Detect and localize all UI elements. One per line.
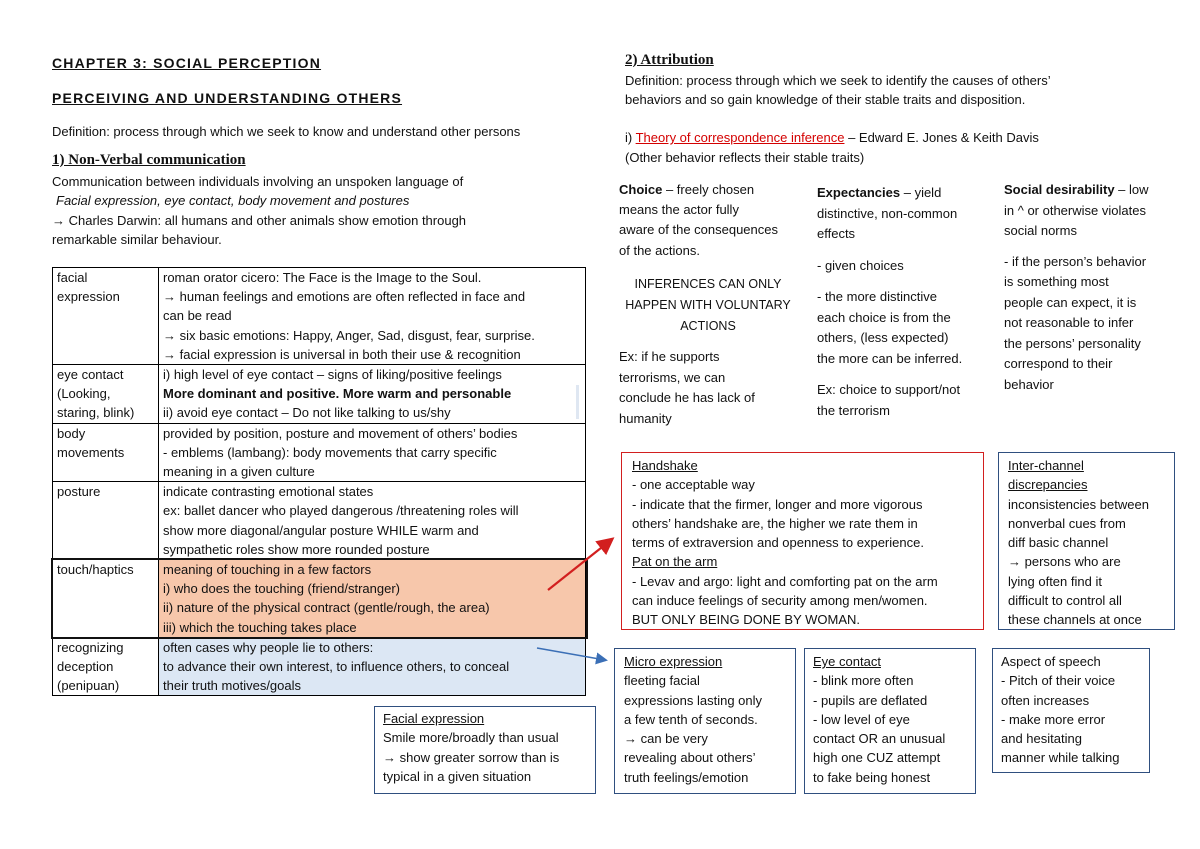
box-line: manner while talking <box>1001 750 1120 766</box>
content-line: iii) which the touching takes place <box>163 619 357 635</box>
box-line: - make more error <box>1001 711 1106 727</box>
box-line: diff basic channel <box>1008 535 1109 551</box>
label-line: (penipuan) <box>57 678 120 694</box>
label-line: facial <box>57 270 88 285</box>
box-line: can induce feelings of security among men/women. <box>632 593 928 609</box>
expect-text: – yield <box>900 185 942 200</box>
choice-line: aware of the consequences <box>619 222 778 237</box>
theory-note: (Other behavior reflects their stable traits) <box>625 150 865 165</box>
box-line: to fake being honest <box>813 769 931 785</box>
choice-example-line: Ex: if he supports <box>619 349 720 364</box>
expect-example-line: the terrorism <box>817 402 890 418</box>
box-line: a few tenth of seconds. <box>624 711 758 727</box>
box-line: - Levav and argo: light and comforting pat on the arm <box>632 573 938 589</box>
content-line: More dominant and positive. More warm and personable <box>163 386 512 402</box>
choice-term: Choice <box>619 182 663 197</box>
content-line: roman orator cicero: The Face is the Image to the Soul. <box>163 270 482 285</box>
box-line: → persons who are <box>1008 554 1121 570</box>
content-line: ex: ballet dancer who played dangerous /threatening roles will <box>163 503 519 519</box>
label-line: movements <box>57 444 125 460</box>
nonverbal-desc-4: remarkable similar behaviour. <box>52 232 222 247</box>
expect-distinct-line: each choice is from the <box>817 309 951 325</box>
box-line: fleeting facial <box>624 673 700 689</box>
expect-distinct-line: the more can be inferred. <box>817 350 963 366</box>
label-line: body <box>57 425 86 441</box>
choice-example-line: terrorisms, we can <box>619 369 726 385</box>
caps-line: HAPPEN WITH VOLUNTARY <box>625 298 791 312</box>
attribution-def-2: behaviors and so gain knowledge of their stable traits and disposition. <box>625 92 1026 107</box>
content-line: ii) nature of the physical contract (gentle/rough, the area) <box>163 600 490 616</box>
red-arrow <box>548 540 611 590</box>
expect-given: - given choices <box>817 257 904 273</box>
theory-authors: – Edward E. Jones & Keith Davis <box>844 130 1039 145</box>
label-line: posture <box>57 484 101 500</box>
nonverbal-heading: 1) Non-Verbal communication <box>52 152 246 168</box>
perception-definition: Definition: process through which we seek to know and understand other persons <box>52 124 521 139</box>
social-line: in ^ or otherwise violates <box>1004 202 1146 218</box>
social-body-line: people can expect, it is <box>1004 294 1137 310</box>
social-text: – low <box>1114 182 1149 197</box>
expect-distinct-line: - the more distinctive <box>817 289 937 304</box>
content-line: - emblems (lambang): body movements that carry specific <box>163 444 497 460</box>
choice-example-line: conclude he has lack of <box>619 390 755 405</box>
box-line: - indicate that the firmer, longer and more vigorous <box>632 496 923 512</box>
expect-example-line: Ex: choice to support/not <box>817 382 961 397</box>
artifact-mark <box>576 385 579 419</box>
content-line: i) who does the touching (friend/stranger) <box>163 581 401 597</box>
box-line: inconsistencies between <box>1008 496 1149 512</box>
box-line: high one CUZ attempt <box>813 750 941 766</box>
expect-distinct-line: others, (less expected) <box>817 330 949 345</box>
box-line: and hesitating <box>1001 731 1082 747</box>
choice-line: of the actions. <box>619 242 700 258</box>
expect-line: effects <box>817 226 856 241</box>
content-line: show more diagonal/angular posture WHILE warm and <box>163 522 479 538</box>
box-line: expressions lasting only <box>624 692 763 708</box>
content-line: → six basic emotions: Happy, Anger, Sad, disgust, fear, surprise. <box>163 327 535 343</box>
box-line: truth feelings/emotion <box>624 769 749 785</box>
box-line: these channels at once <box>1008 612 1142 628</box>
content-line: often cases why people lie to others: <box>163 639 374 655</box>
box-title: Micro expression <box>624 654 723 669</box>
box-title: Aspect of speech <box>1001 654 1101 669</box>
content-line: sympathetic roles show more rounded posture <box>163 541 430 557</box>
social-body-line: not reasonable to infer <box>1004 315 1134 330</box>
box-title: discrepancies <box>1008 477 1088 493</box>
content-line: their truth motives/goals <box>163 678 302 694</box>
attribution-heading: 2) Attribution <box>625 52 714 68</box>
choice-text: – freely chosen <box>662 182 755 197</box>
label-line: touch/haptics <box>57 562 134 578</box>
content-line: meaning in a given culture <box>163 464 315 480</box>
box-title: Inter-channel <box>1008 458 1084 473</box>
caps-line: INFERENCES CAN ONLY <box>634 277 782 291</box>
box-line: → can be very <box>624 731 708 747</box>
content-line: provided by position, posture and movement of others’ bodies <box>163 425 518 441</box>
nonverbal-desc-2: Facial expression, eye contact, body movement and postures <box>56 193 410 208</box>
label-line: (Looking, <box>57 386 111 402</box>
label-line: staring, blink) <box>57 405 135 421</box>
expect-term: Expectancies <box>817 185 901 200</box>
content-line: → facial expression is universal in both their use & recognition <box>163 346 521 362</box>
box-line: typical in a given situation <box>383 768 532 784</box>
content-line: to advance their own interest, to influence others, to conceal <box>163 659 510 675</box>
box-title: Facial expression <box>383 711 485 726</box>
expect-line: distinctive, non-common <box>817 205 958 221</box>
chapter-title: CHAPTER 3: SOCIAL PERCEPTION <box>52 55 322 71</box>
content-line: i) high level of eye contact – signs of liking/positive feelings <box>163 367 502 383</box>
attribution-def-1: Definition: process through which we seek to identify the causes of others’ <box>625 73 1051 88</box>
content-line: meaning of touching in a few factors <box>163 562 372 578</box>
social-body-line: behavior <box>1004 376 1054 392</box>
box-line: - blink more often <box>813 673 914 689</box>
choice-example-line: humanity <box>619 410 672 426</box>
box-line: BUT ONLY BEING DONE BY WOMAN. <box>632 612 861 628</box>
social-term: Social desirability <box>1004 182 1115 197</box>
label-line: recognizing <box>57 639 124 655</box>
nonverbal-desc-1: Communication between individuals involving an unspoken language of <box>52 174 464 189</box>
social-body-line: is something most <box>1004 274 1109 289</box>
social-line: social norms <box>1004 223 1077 238</box>
box-line: → show greater sorrow than is <box>383 749 560 765</box>
blue-arrow <box>537 648 605 660</box>
content-line: ii) avoid eye contact – Do not like talking to us/shy <box>163 405 451 421</box>
box-line: - one acceptable way <box>632 477 755 493</box>
box-line: difficult to control all <box>1008 593 1122 609</box>
box-line: - low level of eye <box>813 711 910 727</box>
label-line: deception <box>57 659 114 675</box>
content-line: indicate contrasting emotional states <box>163 484 374 500</box>
nonverbal-desc-3: → Charles Darwin: all humans and other animals show emotion through <box>52 213 467 228</box>
label-line: eye contact <box>57 367 124 383</box>
box-title: Handshake <box>632 458 698 473</box>
box-title: Eye contact <box>813 654 881 669</box>
box-line: lying often find it <box>1008 573 1102 589</box>
theory-prefix: i) <box>625 130 636 145</box>
social-body-line: correspond to their <box>1004 356 1113 371</box>
box-line: nonverbal cues from <box>1008 515 1126 531</box>
social-body-line: the persons’ personality <box>1004 335 1141 351</box>
theory-name: Theory of correspondence inference <box>635 130 845 145</box>
box-line: others’ handshake are, the higher we rate them in <box>632 515 918 531</box>
content-line: can be read <box>163 308 232 324</box>
social-body-line: - if the person’s behavior <box>1004 253 1147 269</box>
choice-line: means the actor fully <box>619 201 739 217</box>
box-line: - pupils are deflated <box>813 692 928 708</box>
box-line: revealing about others’ <box>624 750 756 766</box>
box-line: terms of extraversion and openness to experience. <box>632 535 924 551</box>
box-line: contact OR an unusual <box>813 731 946 747</box>
box-line: - Pitch of their voice <box>1001 673 1116 689</box>
pat-title: Pat on the arm <box>632 554 718 570</box>
box-line: often increases <box>1001 692 1090 708</box>
section-title: PERCEIVING AND UNDERSTANDING OTHERS <box>52 90 403 106</box>
label-line: expression <box>57 289 120 305</box>
box-line: Smile more/broadly than usual <box>383 730 559 746</box>
caps-line: ACTIONS <box>680 319 736 333</box>
content-line: → human feelings and emotions are often reflected in face and <box>163 289 526 305</box>
